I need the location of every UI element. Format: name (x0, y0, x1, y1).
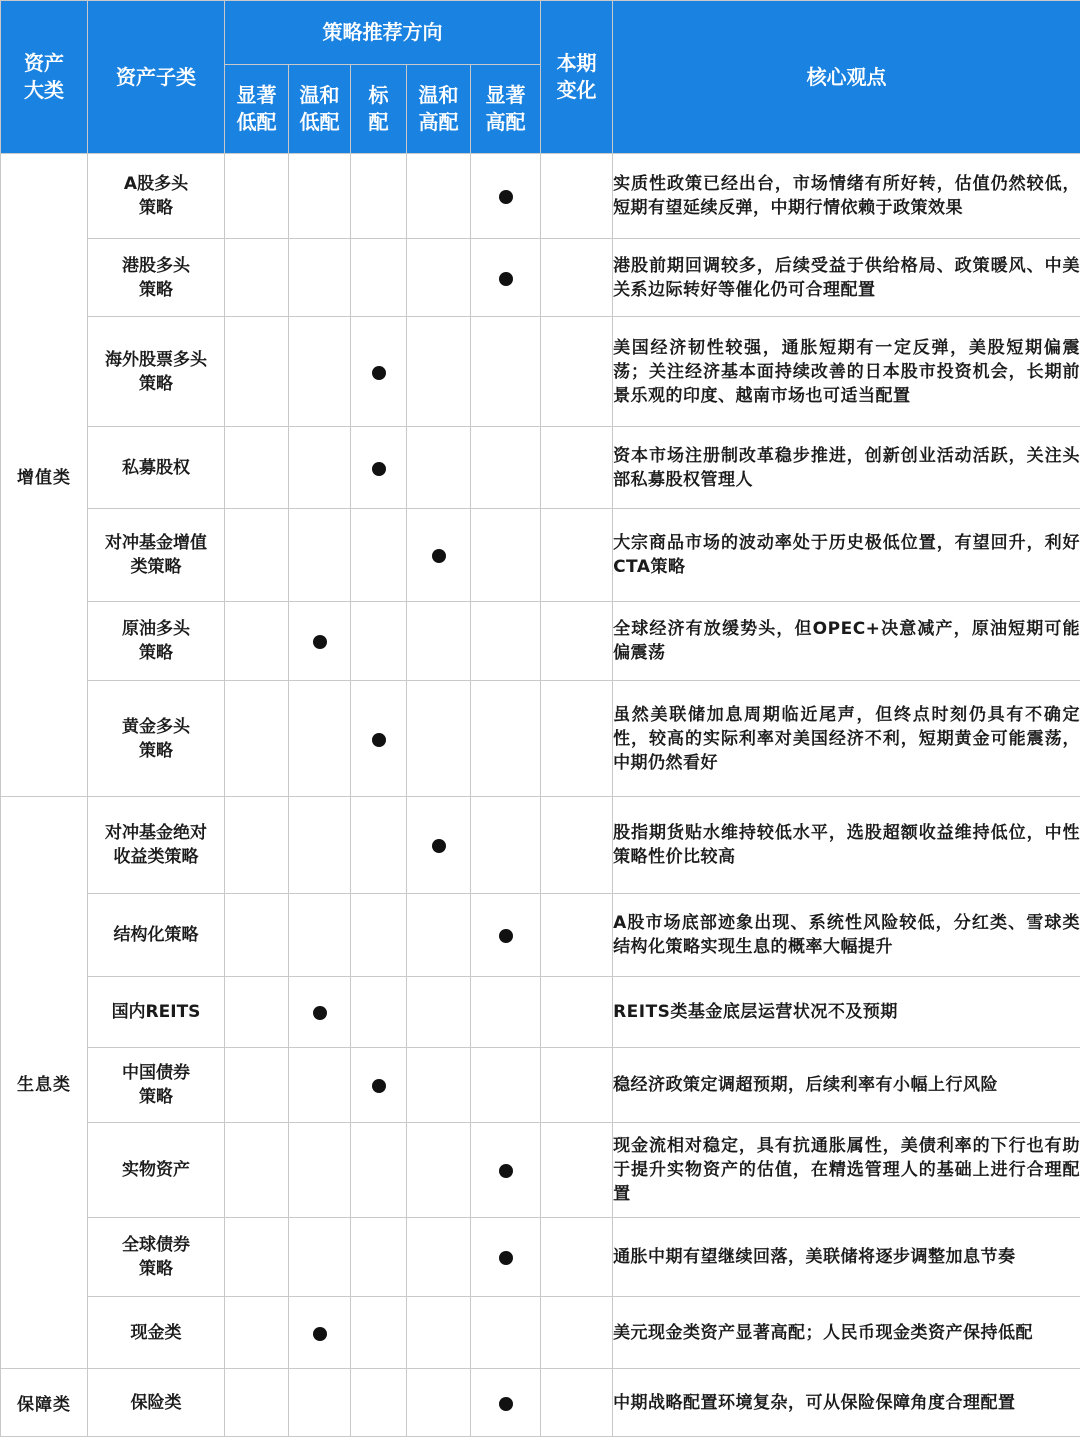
asset-subclass-cell: 对冲基金增值 类策略 (88, 509, 225, 602)
recommendation-dot-icon (499, 929, 513, 943)
level-cell-sig-over (471, 1123, 541, 1218)
table-row (1, 1048, 1080, 1123)
recommendation-dot-icon (499, 1164, 513, 1178)
core-view-cell: 股指期货贴水维持较低水平，选股超额收益维持低位，中性策略性价比较高 (613, 797, 1080, 894)
core-view-cell: 实质性政策已经出台，市场情绪有所好转，估值仍然较低，短期有望延续反弹，中期行情依赖于政策效果 (613, 154, 1080, 239)
change-cell (541, 602, 613, 681)
change-cell (541, 1218, 613, 1297)
change-cell (541, 1369, 613, 1437)
change-cell (541, 797, 613, 894)
level-cell-sig-under (225, 894, 289, 977)
level-cell-sig-under (225, 1297, 289, 1369)
change-cell (541, 509, 613, 602)
level-cell-mod-under (289, 427, 351, 509)
change-cell (541, 154, 613, 239)
core-view-cell: 中期战略配置环境复杂，可从保险保障角度合理配置 (613, 1369, 1080, 1437)
level-cell-neutral (351, 1123, 407, 1218)
asset-subclass-cell: A股多头 策略 (88, 154, 225, 239)
recommendation-dot-icon (432, 549, 446, 563)
asset-subclass-cell: 保险类 (88, 1369, 225, 1437)
table-row (1, 1297, 1080, 1369)
core-view-cell: 稳经济政策定调超预期，后续利率有小幅上行风险 (613, 1048, 1080, 1123)
table-row (1, 1123, 1080, 1218)
asset-subclass-cell: 实物资产 (88, 1123, 225, 1218)
level-cell-mod-under (289, 681, 351, 797)
asset-subclass-cell: 结构化策略 (88, 894, 225, 977)
recommendation-dot-icon (432, 839, 446, 853)
level-cell-mod-over (407, 239, 471, 317)
change-cell (541, 317, 613, 427)
recommendation-dot-icon (372, 733, 386, 747)
change-cell (541, 239, 613, 317)
core-view-cell: 现金流相对稳定，具有抗通胀属性，美债利率的下行也有助于提升实物资产的估值，在精选管理人的基础上进行合理配置 (613, 1123, 1080, 1218)
level-cell-neutral (351, 427, 407, 509)
recommendation-dot-icon (372, 366, 386, 380)
asset-subclass-cell: 中国债券 策略 (88, 1048, 225, 1123)
level-cell-sig-over (471, 602, 541, 681)
asset-class-cell: 增值类 (1, 154, 88, 797)
asset-subclass-cell: 私募股权 (88, 427, 225, 509)
level-cell-mod-over (407, 977, 471, 1048)
level-cell-sig-over (471, 894, 541, 977)
level-cell-sig-over (471, 977, 541, 1048)
core-view-cell: 资本市场注册制改革稳步推进，创新创业活动活跃，关注头部私募股权管理人 (613, 427, 1080, 509)
level-cell-mod-over (407, 427, 471, 509)
level-cell-sig-under (225, 239, 289, 317)
level-cell-neutral (351, 239, 407, 317)
table-row (1, 977, 1080, 1048)
level-cell-mod-over (407, 681, 471, 797)
level-cell-mod-under (289, 1048, 351, 1123)
level-cell-sig-under (225, 427, 289, 509)
level-cell-mod-over (407, 509, 471, 602)
asset-subclass-cell: 现金类 (88, 1297, 225, 1369)
level-cell-mod-over (407, 154, 471, 239)
change-cell (541, 1048, 613, 1123)
change-cell (541, 977, 613, 1048)
level-cell-neutral (351, 154, 407, 239)
recommendation-dot-icon (372, 1079, 386, 1093)
core-view-cell: A股市场底部迹象出现、系统性风险较低，分红类、雪球类结构化策略实现生息的概率大幅提升 (613, 894, 1080, 977)
level-cell-mod-under (289, 1218, 351, 1297)
header-change: 本期 变化 (541, 1, 613, 154)
level-cell-mod-over (407, 317, 471, 427)
recommendation-dot-icon (499, 190, 513, 204)
level-cell-mod-over (407, 797, 471, 894)
table-row (1, 894, 1080, 977)
table-header (1, 1, 1080, 154)
level-cell-mod-over (407, 1369, 471, 1437)
level-cell-mod-under (289, 154, 351, 239)
table-row (1, 239, 1080, 317)
recommendation-dot-icon (313, 1327, 327, 1341)
level-cell-sig-under (225, 1048, 289, 1123)
change-cell (541, 1297, 613, 1369)
table-row (1, 509, 1080, 602)
level-cell-neutral (351, 1369, 407, 1437)
level-cell-sig-over (471, 1218, 541, 1297)
level-cell-neutral (351, 894, 407, 977)
level-cell-mod-under (289, 1297, 351, 1369)
table-row (1, 1369, 1080, 1437)
level-cell-sig-over (471, 154, 541, 239)
level-cell-sig-under (225, 602, 289, 681)
asset-subclass-cell: 对冲基金绝对 收益类策略 (88, 797, 225, 894)
level-cell-neutral (351, 1297, 407, 1369)
header-level-mod-over: 温和 高配 (407, 65, 471, 154)
level-cell-sig-over (471, 1369, 541, 1437)
table-row (1, 797, 1080, 894)
recommendation-dot-icon (499, 1251, 513, 1265)
level-cell-neutral (351, 681, 407, 797)
level-cell-mod-over (407, 894, 471, 977)
level-cell-sig-under (225, 317, 289, 427)
change-cell (541, 1123, 613, 1218)
level-cell-mod-under (289, 1369, 351, 1437)
asset-subclass-cell: 海外股票多头 策略 (88, 317, 225, 427)
level-cell-sig-under (225, 977, 289, 1048)
change-cell (541, 681, 613, 797)
level-cell-mod-under (289, 1123, 351, 1218)
level-cell-neutral (351, 602, 407, 681)
level-cell-mod-under (289, 509, 351, 602)
level-cell-mod-over (407, 1048, 471, 1123)
level-cell-sig-over (471, 509, 541, 602)
level-cell-mod-over (407, 1218, 471, 1297)
level-cell-neutral (351, 317, 407, 427)
table-row (1, 681, 1080, 797)
recommendation-dot-icon (372, 462, 386, 476)
asset-subclass-cell: 全球债券 策略 (88, 1218, 225, 1297)
level-cell-mod-over (407, 602, 471, 681)
table-row (1, 1218, 1080, 1297)
level-cell-sig-under (225, 681, 289, 797)
level-cell-mod-under (289, 602, 351, 681)
level-cell-sig-over (471, 797, 541, 894)
recommendation-dot-icon (313, 635, 327, 649)
level-cell-sig-over (471, 317, 541, 427)
table-body (1, 154, 1080, 1437)
level-cell-mod-under (289, 317, 351, 427)
header-view: 核心观点 (613, 1, 1080, 154)
core-view-cell: 港股前期回调较多，后续受益于供给格局、政策暖风、中美关系边际转好等催化仍可合理配置 (613, 239, 1080, 317)
level-cell-sig-under (225, 1369, 289, 1437)
level-cell-mod-over (407, 1297, 471, 1369)
level-cell-neutral (351, 509, 407, 602)
level-cell-sig-over (471, 1297, 541, 1369)
asset-subclass-cell: 国内REITS (88, 977, 225, 1048)
level-cell-sig-over (471, 681, 541, 797)
level-cell-sig-under (225, 509, 289, 602)
level-cell-sig-under (225, 797, 289, 894)
table-row (1, 154, 1080, 239)
recommendation-dot-icon (499, 272, 513, 286)
level-cell-sig-over (471, 427, 541, 509)
level-cell-sig-over (471, 239, 541, 317)
core-view-cell: 虽然美联储加息周期临近尾声，但终点时刻仍具有不确定性，较高的实际利率对美国经济不利，短期黄金可能震荡，中期仍然看好 (613, 681, 1080, 797)
core-view-cell: 美国经济韧性较强，通胀短期有一定反弹，美股短期偏震荡；关注经济基本面持续改善的日本股市投资机会，长期前景乐观的印度、越南市场也可适当配置 (613, 317, 1080, 427)
asset-subclass-cell: 港股多头 策略 (88, 239, 225, 317)
header-level-mod-under: 温和 低配 (289, 65, 351, 154)
level-cell-sig-under (225, 1218, 289, 1297)
header-asset-class: 资产 大类 (1, 1, 88, 154)
level-cell-mod-over (407, 1123, 471, 1218)
recommendation-dot-icon (499, 1397, 513, 1411)
level-cell-mod-under (289, 797, 351, 894)
asset-class-cell: 生息类 (1, 797, 88, 1369)
asset-subclass-cell: 原油多头 策略 (88, 602, 225, 681)
core-view-cell: REITS类基金底层运营状况不及预期 (613, 977, 1080, 1048)
asset-class-cell: 保障类 (1, 1369, 88, 1437)
level-cell-sig-under (225, 1123, 289, 1218)
header-asset-subclass: 资产子类 (88, 1, 225, 154)
header-direction: 策略推荐方向 (225, 1, 541, 65)
recommendation-dot-icon (313, 1006, 327, 1020)
table-row (1, 602, 1080, 681)
level-cell-sig-under (225, 154, 289, 239)
level-cell-neutral (351, 1048, 407, 1123)
header-level-sig-under: 显著 低配 (225, 65, 289, 154)
table-row (1, 427, 1080, 509)
change-cell (541, 894, 613, 977)
core-view-cell: 大宗商品市场的波动率处于历史极低位置，有望回升，利好CTA策略 (613, 509, 1080, 602)
level-cell-mod-under (289, 894, 351, 977)
core-view-cell: 美元现金类资产显著高配；人民币现金类资产保持低配 (613, 1297, 1080, 1369)
change-cell (541, 427, 613, 509)
level-cell-neutral (351, 977, 407, 1048)
level-cell-mod-under (289, 977, 351, 1048)
level-cell-sig-over (471, 1048, 541, 1123)
header-level-neutral: 标 配 (351, 65, 407, 154)
asset-subclass-cell: 黄金多头 策略 (88, 681, 225, 797)
core-view-cell: 通胀中期有望继续回落，美联储将逐步调整加息节奏 (613, 1218, 1080, 1297)
table-row (1, 317, 1080, 427)
core-view-cell: 全球经济有放缓势头，但OPEC+决意减产，原油短期可能偏震荡 (613, 602, 1080, 681)
level-cell-neutral (351, 797, 407, 894)
level-cell-neutral (351, 1218, 407, 1297)
level-cell-mod-under (289, 239, 351, 317)
header-level-sig-over: 显著 高配 (471, 65, 541, 154)
